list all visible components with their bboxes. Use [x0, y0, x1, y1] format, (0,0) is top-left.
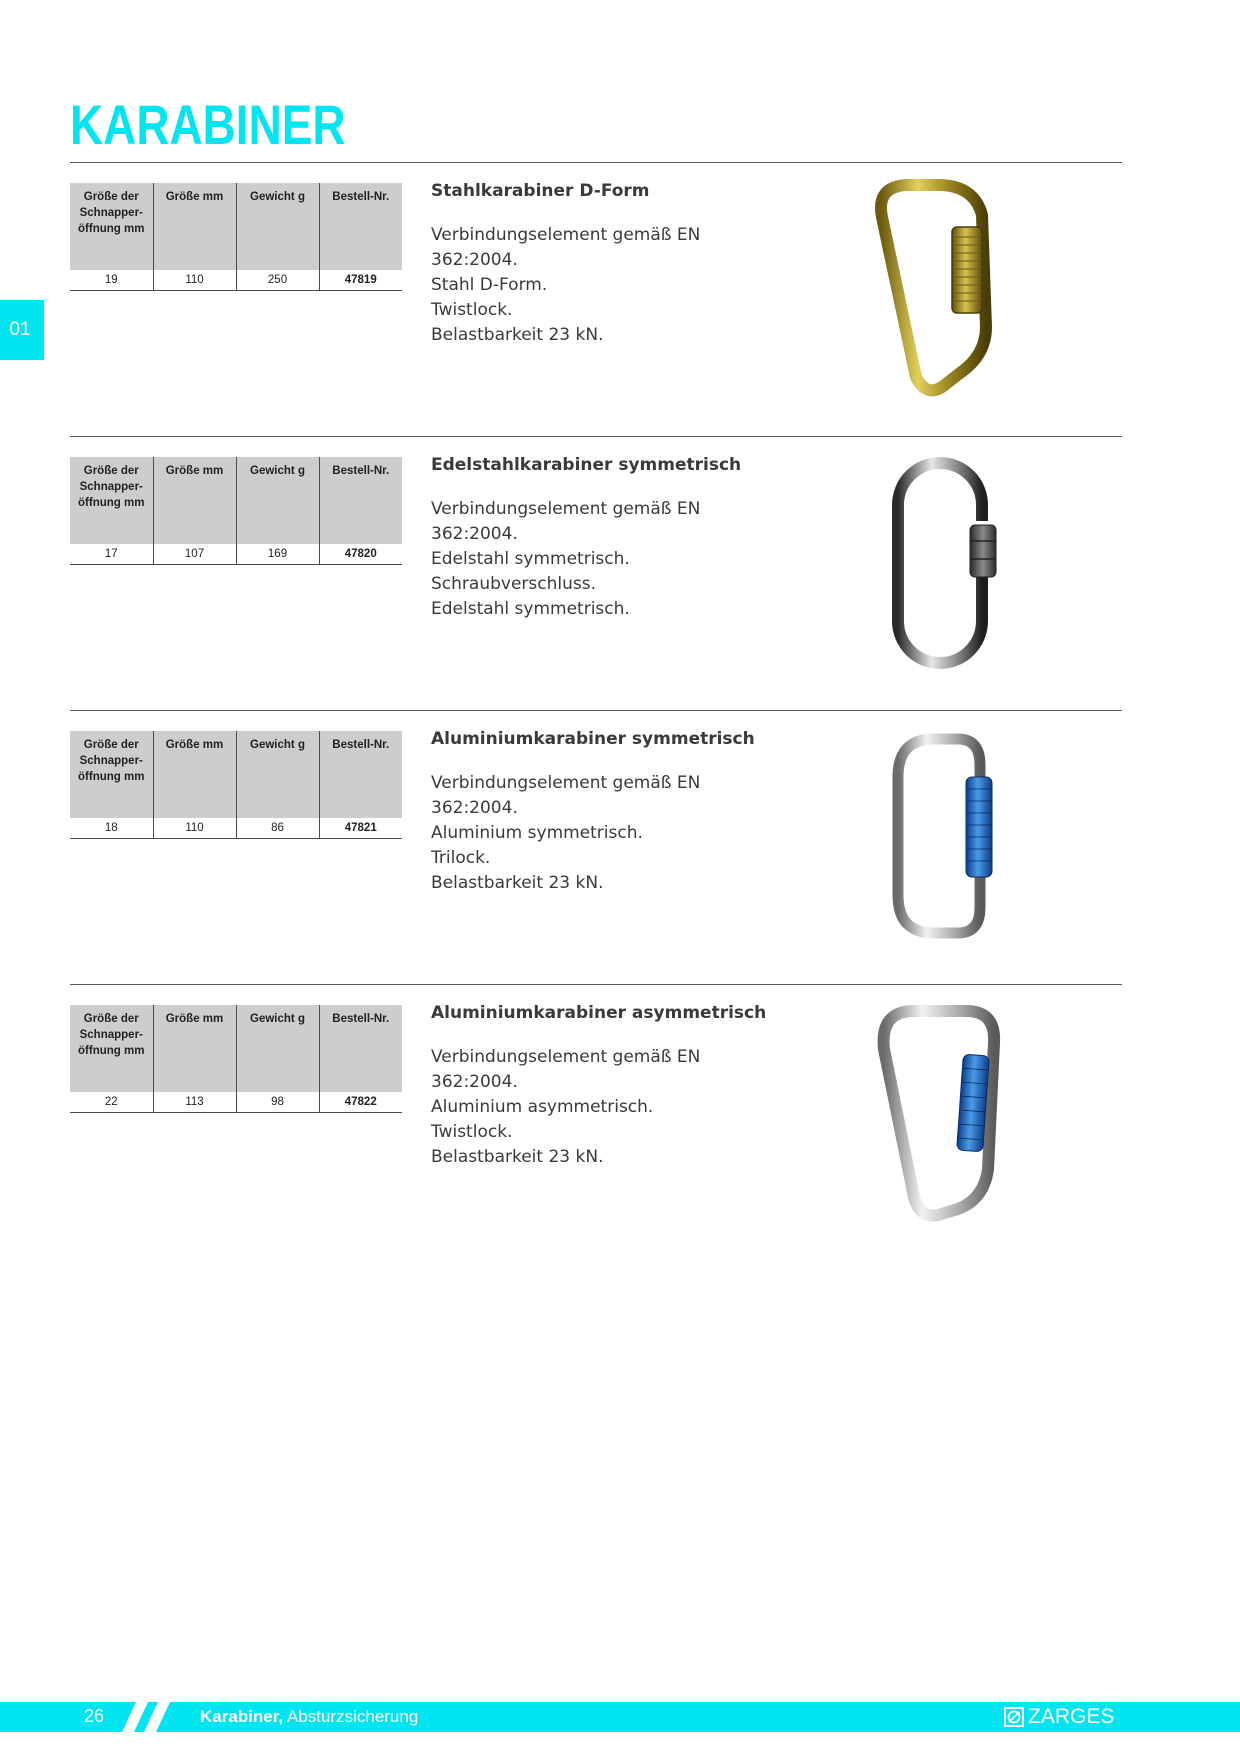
weight-value: 98 [236, 1092, 319, 1113]
description-line: Aluminium symmetrisch. [431, 823, 643, 843]
header-order-number: Bestell-Nr. [319, 183, 402, 270]
table-row [70, 1092, 402, 1113]
footer-category-bold: Karabiner, [200, 1707, 284, 1726]
size-value: 110 [153, 270, 236, 291]
table-row [70, 818, 402, 839]
header-size: Größe mm [153, 457, 236, 544]
description-line: Verbindungselement gemäß EN [431, 773, 701, 793]
description-line: Twistlock. [431, 300, 513, 320]
description-line: Trilock. [431, 848, 491, 868]
spec-table [70, 183, 402, 291]
description-line: 362:2004. [431, 250, 518, 270]
page-number: 26 [84, 1706, 105, 1726]
product-description [431, 223, 751, 348]
product-title: Aluminiumkarabiner asymmetrisch [431, 1003, 767, 1023]
header-weight: Gewicht g [236, 457, 319, 544]
table-row [70, 270, 402, 291]
header-order-number: Bestell-Nr. [319, 457, 402, 544]
header-weight: Gewicht g [236, 731, 319, 818]
size-value: 113 [153, 1092, 236, 1113]
spec-table [70, 457, 402, 565]
header-size: Größe mm [153, 183, 236, 270]
zarges-logo-icon [1004, 1707, 1024, 1727]
header-gate-opening: Größe der Schnapper-öffnung mm [70, 183, 153, 270]
header-weight: Gewicht g [236, 1005, 319, 1092]
header-order-number: Bestell-Nr. [319, 1005, 402, 1092]
footer-category-label: Absturzsicherung [286, 1707, 419, 1726]
product-title: Stahlkarabiner D-Form [431, 181, 650, 201]
header-size: Größe mm [153, 1005, 236, 1092]
description-line: Verbindungselement gemäß EN [431, 1047, 701, 1067]
description-line: Aluminium asymmetrisch. [431, 1097, 654, 1117]
spec-table [70, 1005, 402, 1113]
table-row [70, 544, 402, 565]
description-line: 362:2004. [431, 798, 518, 818]
size-value: 110 [153, 818, 236, 839]
carabiner-gold-d-image [870, 177, 1050, 407]
description-line: Stahl D-Form. [431, 275, 548, 295]
product-description [431, 771, 751, 896]
header-weight: Gewicht g [236, 183, 319, 270]
description-line: 362:2004. [431, 524, 518, 544]
footer-category [200, 1707, 418, 1727]
carabiner-stainless-oval-image [870, 451, 1050, 681]
description-line: Belastbarkeit 23 kN. [431, 873, 604, 893]
product-section-aluminium-symmetrisch [70, 710, 1122, 961]
header-gate-opening: Größe der Schnapper-öffnung mm [70, 457, 153, 544]
size-value: 107 [153, 544, 236, 565]
product-section-aluminium-asymmetrisch [70, 984, 1122, 1235]
description-line: Verbindungselement gemäß EN [431, 225, 701, 245]
description-line: Belastbarkeit 23 kN. [431, 1147, 604, 1167]
brand-logo [1004, 1705, 1114, 1729]
gate-opening-value: 22 [70, 1092, 153, 1113]
chapter-tab: 01 [0, 300, 44, 360]
description-line: Schraubverschluss. [431, 574, 596, 594]
page-footer [0, 1702, 1240, 1732]
description-line: Verbindungselement gemäß EN [431, 499, 701, 519]
description-line: Edelstahl symmetrisch. [431, 549, 630, 569]
weight-value: 86 [236, 818, 319, 839]
header-gate-opening: Größe der Schnapper-öffnung mm [70, 731, 153, 818]
order-number: 47822 [319, 1092, 402, 1113]
order-number: 47820 [319, 544, 402, 565]
product-section-edelstahlkarabiner [70, 436, 1122, 687]
header-size: Größe mm [153, 731, 236, 818]
description-line: Edelstahl symmetrisch. [431, 599, 630, 619]
page-title: KARABINER [70, 93, 346, 156]
spec-table [70, 731, 402, 839]
slash-decoration-icon [122, 1702, 174, 1732]
description-line: 362:2004. [431, 1072, 518, 1092]
weight-value: 169 [236, 544, 319, 565]
carabiner-aluminium-symmetric-image [870, 725, 1050, 955]
order-number: 47819 [319, 270, 402, 291]
gate-opening-value: 18 [70, 818, 153, 839]
product-title: Edelstahlkarabiner symmetrisch [431, 455, 742, 475]
gate-opening-value: 19 [70, 270, 153, 291]
weight-value: 250 [236, 270, 319, 291]
brand-name: ZARGES [1028, 1705, 1115, 1728]
description-line: Twistlock. [431, 1122, 513, 1142]
product-section-stahlkarabiner [70, 162, 1122, 413]
product-description [431, 497, 751, 622]
header-gate-opening: Größe der Schnapper-öffnung mm [70, 1005, 153, 1092]
product-title: Aluminiumkarabiner symmetrisch [431, 729, 755, 749]
order-number: 47821 [319, 818, 402, 839]
product-description [431, 1045, 751, 1170]
header-order-number: Bestell-Nr. [319, 731, 402, 818]
carabiner-aluminium-asymmetric-image [870, 999, 1050, 1229]
description-line: Belastbarkeit 23 kN. [431, 325, 604, 345]
gate-opening-value: 17 [70, 544, 153, 565]
